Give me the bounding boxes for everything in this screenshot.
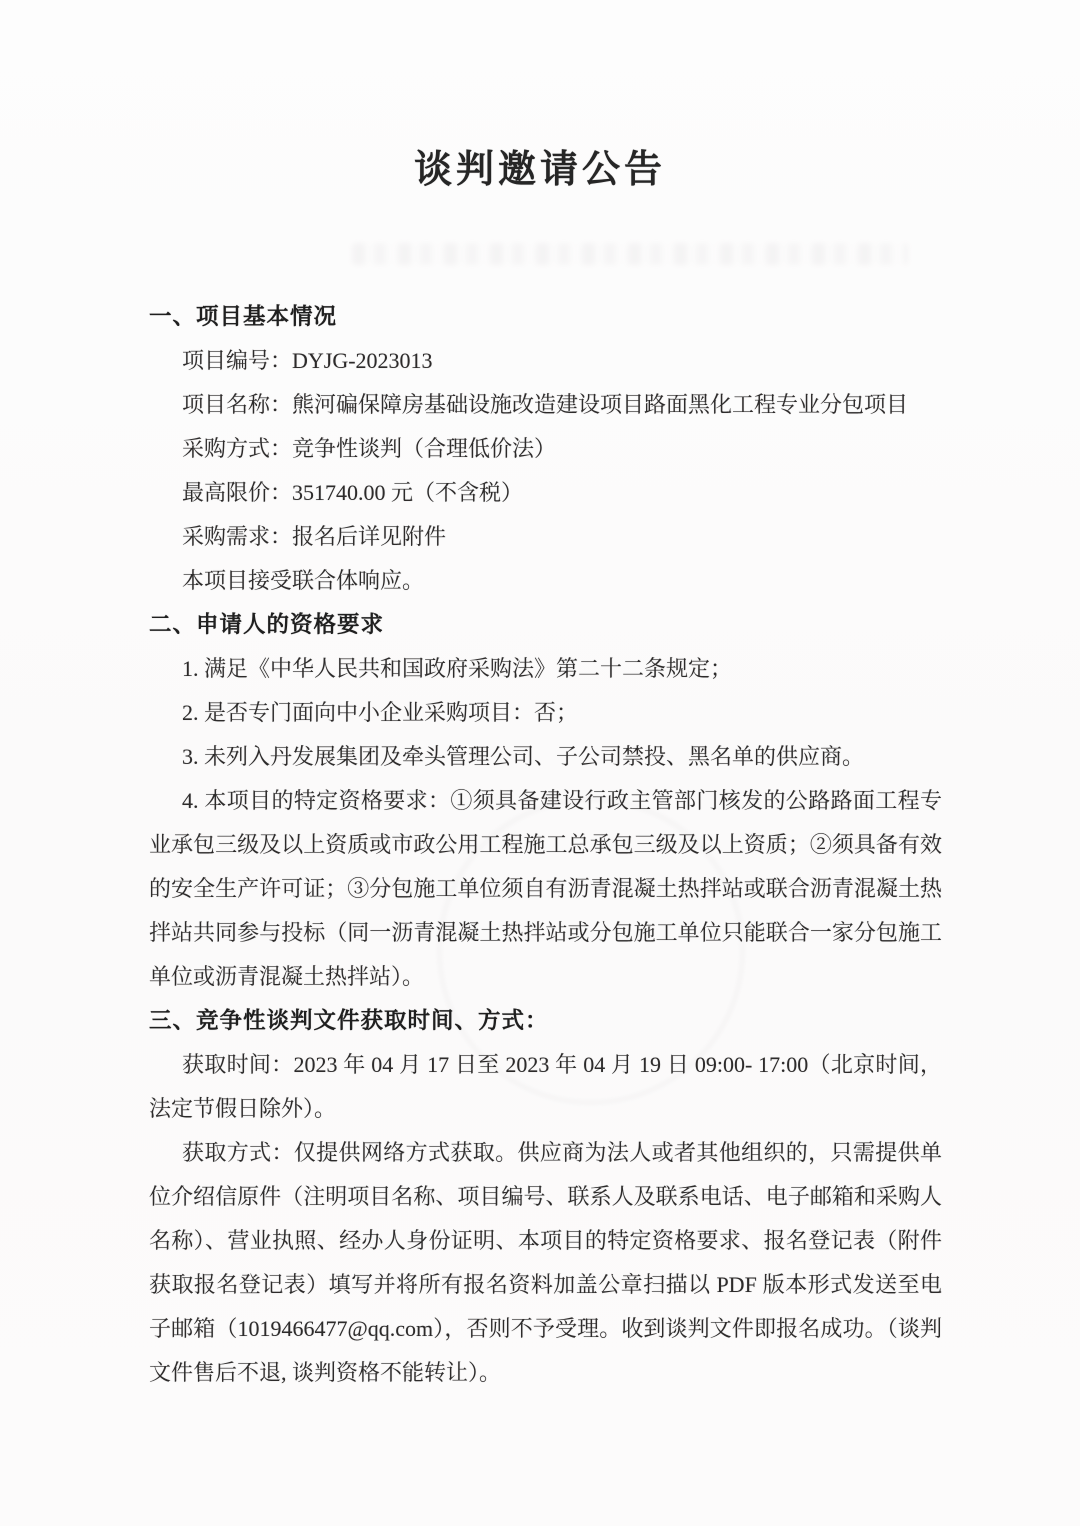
document-title: 谈判邀请公告 (413, 149, 666, 191)
bleedthrough-text-band (352, 243, 908, 265)
requirement-item-2: 2. 是否专门面向中小企业采购项目：否； (182, 700, 579, 725)
section-1-heading: 一、项目基本情况 (149, 304, 338, 329)
requirement-item-3: 3. 未列入丹发展集团及牵头管理公司、子公司禁投、黑名单的供应商。 (182, 744, 865, 769)
field-project-name: 项目名称：熊河碥保障房基础设施改造建设项目路面黑化工程专业分包项目 (182, 392, 909, 417)
field-max-price: 最高限价：351740.00 元（不含税） (182, 480, 524, 505)
section-2-heading: 二、申请人的资格要求 (149, 612, 385, 637)
para-obtain-time: 获取时间：2023 年 04 月 17 日至 2023 年 04 月 19 日 09:00- 17:00（北京时间，法定节假日除外）。 (149, 1052, 942, 1121)
section-3-heading: 三、竞争性谈判文件获取时间、方式： (149, 1008, 549, 1033)
note-consortium-response: 本项目接受联合体响应。 (182, 568, 425, 593)
document-body (149, 295, 942, 1395)
field-project-number: 项目编号：DYJG-2023013 (182, 348, 433, 373)
field-procurement-demand: 采购需求：报名后详见附件 (182, 524, 447, 549)
requirement-item-1: 1. 满足《中华人民共和国政府采购法》第二十二条规定； (182, 656, 733, 681)
para-obtain-method: 获取方式：仅提供网络方式获取。供应商为法人或者其他组织的，只需提供单位介绍信原件（注明项目名称、项目编号、联系人及联系电话、电子邮箱和采购人名称）、营业执照、经办人身份证明、本项目的特定资格要求、报名登记表（附件获取报名登记表）填写并将所有报名资料加盖公章扫描以 PDF 版本形式发送至电子邮箱（1019466477@qq.com），否则不予受理。收到谈判文件即报名成功。（谈判文件售后不退, 谈判资格不能转让）。 (149, 1140, 942, 1385)
field-procurement-method: 采购方式：竞争性谈判（合理低价法） (182, 436, 557, 461)
requirement-item-4: 4. 本项目的特定资格要求：①须具备建设行政主管部门核发的公路路面工程专业承包三级及以上资质或市政公用工程施工总承包三级及以上资质；②须具备有效的安全生产许可证；③分包施工单位须自有沥青混凝土热拌站或联合沥青混凝土热拌站共同参与投标（同一沥青混凝土热拌站或分包施工单位只能联合一家分包施工单位或沥青混凝土热拌站）。 (149, 788, 942, 989)
